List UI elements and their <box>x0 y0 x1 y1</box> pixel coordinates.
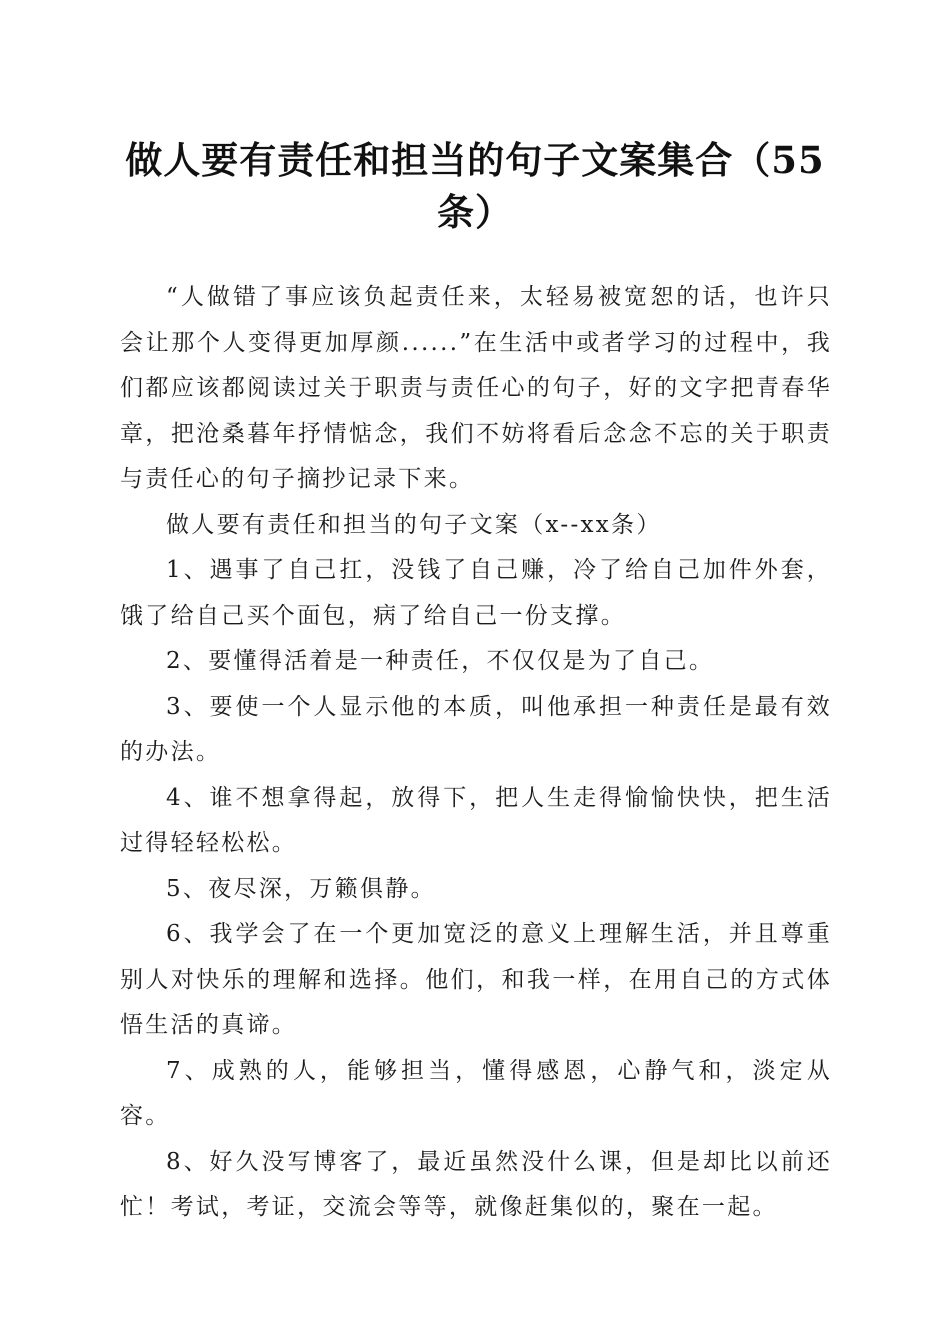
list-item: 7、成熟的人，能够担当，懂得感恩，心静气和，淡定从容。 <box>120 1057 832 1129</box>
document-body <box>120 275 832 1231</box>
list-item: 1、遇事了自己扛，没钱了自己赚，冷了给自己加件外套，饿了给自己买个面包，病了给自己一份支撑。 <box>120 557 832 629</box>
list-item: 8、好久没写博客了，最近虽然没什么课，但是却比以前还忙！考试，考证，交流会等等，就像赶集似的，聚在一起。 <box>120 1148 832 1220</box>
list-item: 6、我学会了在一个更加宽泛的意义上理解生活，并且尊重别人对快乐的理解和选择。他们，和我一样，在用自己的方式体悟生活的真谛。 <box>120 921 832 1038</box>
list-item: 3、要使一个人显示他的本质，叫他承担一种责任是最有效的办法。 <box>120 693 832 765</box>
list-item: 2、要懂得活着是一种责任，不仅仅是为了自己。 <box>166 648 715 674</box>
intro-paragraph: “人做错了事应该负起责任来，太轻易被宽恕的话，也许只会让那个人变得更加厚颜......”在生活中或者学习的过程中，我们都应该都阅读过关于职责与责任心的句子，好的文字把青春华章，把沧桑暮年抒情惦念，我们不妨将看后念念不忘的关于职责与责任心的句子摘抄记录下来。 <box>120 284 832 492</box>
document-title: 做人要有责任和担当的句子文案集合（55条） <box>125 138 825 234</box>
list-item: 4、谁不想拿得起，放得下，把人生走得愉愉快快，把生活过得轻轻松松。 <box>120 784 832 856</box>
section-heading: 做人要有责任和担当的句子文案（x--xx条） <box>166 511 662 538</box>
list-item: 5、夜尽深，万籁俱静。 <box>166 875 436 902</box>
